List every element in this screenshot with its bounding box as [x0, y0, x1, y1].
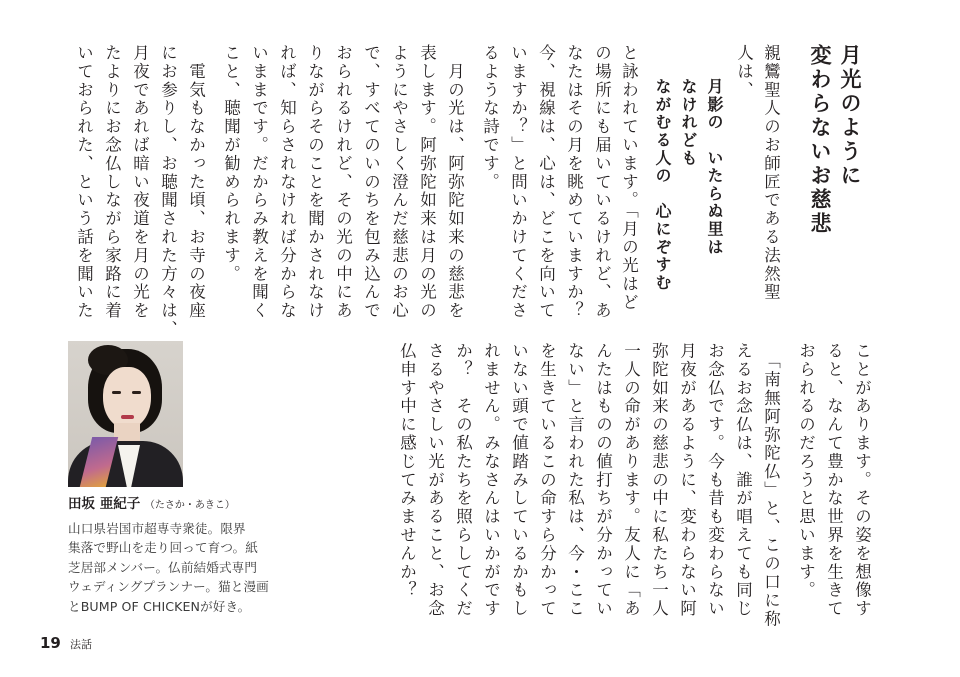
author-bio-line: 芝居部メンバー。仏前結婚式専門 — [68, 559, 258, 575]
author-bio-line: ウェディングプランナー。猫と漫画 — [68, 579, 269, 595]
text-column: の場所にも届いているけれど、あ — [592, 44, 612, 320]
text-column: れません。みなさんはいかがです — [481, 342, 501, 618]
text-column: と詠われています。「月の光はど — [619, 44, 639, 312]
text-column: ようにやさしく澄んだ慈悲のお心 — [389, 44, 409, 320]
author-name-reading: （たさか・あきこ） — [144, 500, 235, 511]
text-column: るような詩です。 — [480, 44, 500, 192]
text-column: 今、視線は、心は、どこを向いて — [536, 44, 556, 320]
text-column: で、すべてのいのちを包み込んで — [361, 44, 381, 320]
author-bio-line: とBUMP OF CHICKENが好き。 — [68, 598, 251, 614]
text-column: いておられた、という話を聞いた — [74, 44, 94, 320]
text-column: んたはものの値打ちが分かってい — [593, 342, 613, 618]
author-bio — [68, 519, 283, 616]
text-column: ると、なんて豊かな世界を生きて — [824, 342, 844, 618]
text-column: おられるのだろうと思います。 — [796, 342, 816, 600]
poem-line-1: 月影の いたらぬ里は — [705, 78, 724, 256]
text-column: おられるけれど、その光の中にあ — [333, 44, 353, 320]
section-name: 法話 — [69, 638, 92, 651]
text-column: を生きているこの命すら分かって — [537, 342, 557, 618]
author-photo — [68, 341, 183, 487]
text-column: 「南無阿弥陀仏」と、この口に称 — [761, 342, 781, 629]
text-column: こと、聴聞が勧められます。 — [221, 44, 241, 284]
author-name — [68, 492, 235, 512]
text-column: いない頭で値踏みしているかもし — [509, 342, 529, 618]
author-bio-line: 山口県岩国市超専寺衆徒。限界 — [68, 521, 246, 536]
text-column: お念仏です。今も昔も変わらない — [705, 342, 725, 618]
text-column: 一人の命があります。友人に「あ — [621, 342, 641, 618]
poem-line-3: ながむる人の 心にぞすむ — [653, 78, 672, 292]
text-column: えるお念仏は、誰が唱えても同じ — [733, 342, 753, 618]
text-column: 月夜であれば暗い夜道を月の光を — [130, 44, 150, 320]
page-footer — [40, 633, 92, 652]
text-column: なたはその月を眺めていますか？ — [564, 44, 584, 320]
text-column: 仏申す中に感じてみませんか？ — [397, 342, 417, 600]
author-bio-line: 集落で野山を走り回って育つ。紙 — [68, 540, 258, 556]
text-column: いますか？」と問いかけてくださ — [508, 44, 528, 320]
poem-line-2: なけれども — [679, 78, 698, 167]
text-column: 電気もなかった頃、お寺の夜座 — [186, 44, 206, 320]
text-column: 人は、 — [734, 44, 754, 100]
article-title-line-1: 月光のように — [838, 44, 862, 188]
author-name-text: 田坂 亜紀子 — [68, 496, 141, 512]
text-column: 弥陀如来の慈悲の中に私たち一人 — [649, 342, 669, 618]
text-column: 月の光は、阿弥陀如来の慈悲を — [445, 44, 465, 320]
text-column: 月夜があるように、変わらない阿 — [677, 342, 697, 618]
text-column: たよりにお念仏しながら家路に着 — [102, 44, 122, 320]
text-column: 表します。阿弥陀如来は月の光の — [417, 44, 437, 320]
page-number: 19 — [40, 634, 61, 652]
text-column: いままです。だからみ教えを聞く — [249, 44, 269, 320]
article-title-line-2: 変わらないお慈悲 — [808, 44, 832, 236]
text-column: にお参りし、お聴聞された方々は、 — [158, 44, 178, 339]
text-column: りながらそのことを聞かされなけ — [305, 44, 325, 320]
text-column: ない」と言われた私は、今・ここ — [565, 342, 585, 618]
text-column: さるやさしい光があること、お念 — [425, 342, 445, 618]
text-column: れば、知らされなければ分からな — [277, 44, 297, 320]
text-column: 親鸞聖人のお師匠である法然聖 — [761, 44, 781, 302]
text-column: ことがあります。その姿を想像す — [852, 342, 872, 618]
text-column: か？ その私たちを照らしてくだ — [453, 342, 473, 618]
